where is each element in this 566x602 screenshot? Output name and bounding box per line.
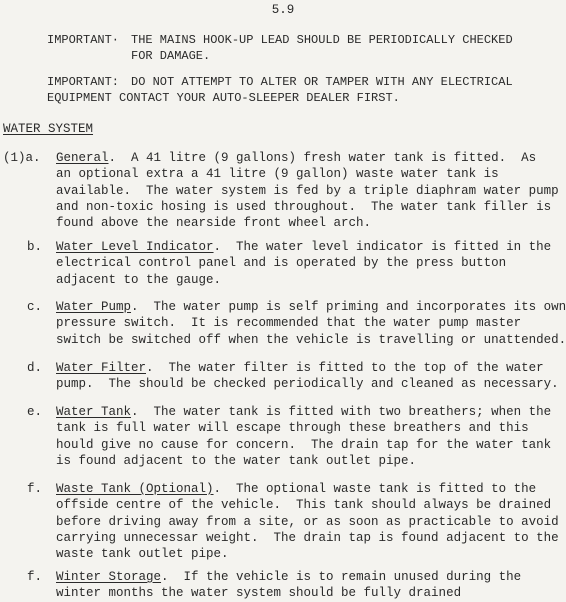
item-heading: Water Tank	[56, 405, 132, 419]
item-first-line-text: . The water tank is fitted with two breathers; when the	[131, 405, 552, 419]
item-first-line	[56, 569, 564, 585]
item-heading: Water Filter	[56, 361, 147, 375]
item-line: hould give no cause for concern. The drain tap for the water tank	[56, 437, 552, 452]
item-body	[56, 299, 564, 348]
item-body	[56, 239, 564, 288]
item-body	[56, 150, 564, 231]
item-body	[56, 404, 564, 469]
item-heading: Water Pump	[56, 300, 132, 314]
important-text-line: DO NOT ATTEMPT TO ALTER OR TAMPER WITH ANY ELECTRICAL	[131, 75, 513, 89]
item-line: before driving away from a site, or as soon as practicable to avoid	[56, 514, 559, 529]
item-first-line-text: . If the vehicle is to remain unused during the	[161, 570, 522, 584]
item-line: electrical control panel and is operated by the press button	[56, 256, 507, 271]
item-heading: Winter Storage	[56, 570, 162, 584]
item-line: offside centre of the vehicle. This tank should always be drained	[56, 498, 552, 513]
item-first-line	[56, 404, 564, 420]
item-line: adjacent to the gauge.	[56, 272, 222, 287]
item-line: waste tank outlet pipe.	[56, 547, 229, 562]
important-text-line: EQUIPMENT CONTACT YOUR AUTO-SLEEPER DEALER FIRST.	[47, 91, 400, 105]
item-body	[56, 360, 564, 393]
item-first-line-text: . A 41 litre (9 gallons) fresh water tank is fitted. As	[108, 151, 537, 165]
item-line: an optional extra a 41 litre (9 gallon) waste water tank is	[56, 167, 499, 182]
item-line: found above the nearside front wheel arch.	[56, 216, 372, 231]
important-label: IMPORTANT:	[47, 75, 120, 89]
important-text-line: FOR DAMAGE.	[131, 49, 211, 63]
item-label: f.	[27, 570, 43, 584]
item-line: winter months the water system should be fully drained	[56, 586, 462, 601]
item-first-line	[56, 360, 564, 376]
important-text-line: THE MAINS HOOK-UP LEAD SHOULD BE PERIODICALLY CHECKED	[131, 33, 513, 47]
item-first-line-text: . The water pump is self priming and incorporates its own	[131, 300, 566, 314]
item-line: pump. The should be checked periodically and cleaned as necessary.	[56, 377, 559, 392]
section-title: WATER SYSTEM	[3, 122, 94, 136]
item-first-line-text: . The water filter is fitted to the top of the water	[146, 361, 544, 375]
item-heading: Waste Tank (Optional)	[56, 482, 214, 496]
item-heading: Water Level Indicator	[56, 240, 214, 254]
item-first-line	[56, 299, 564, 315]
item-line: tank is full water will escape through these breathers and this	[56, 421, 529, 436]
item-label: c.	[27, 300, 43, 314]
item-label: b.	[27, 240, 43, 254]
item-body	[56, 569, 564, 602]
important-label: IMPORTANT·	[47, 33, 120, 47]
item-first-line	[56, 239, 564, 255]
item-label: e.	[27, 405, 43, 419]
item-line: carrying unnecessar weight. The drain tap is found adjacent to the	[56, 530, 559, 545]
item-first-line	[56, 150, 564, 166]
item-line: available. The water system is fed by a triple diaphram water pump	[56, 183, 559, 198]
item-line: and non-toxic hosing is used throughout. The water tank filler is	[56, 199, 552, 214]
item-label: d.	[27, 361, 43, 375]
item-label: (1)a.	[3, 151, 41, 165]
item-line: switch be switched off when the vehicle is travelling or unattended.	[56, 332, 566, 347]
item-heading: General	[56, 151, 109, 165]
item-first-line-text: . The optional waste tank is fitted to the	[213, 482, 537, 496]
item-body	[56, 481, 564, 562]
item-first-line-text: . The water level indicator is fitted in the	[213, 240, 552, 254]
page-number: 5.9	[271, 3, 295, 17]
item-first-line	[56, 481, 564, 497]
item-label: f.	[27, 482, 43, 496]
item-line: pressure switch. It is recommended that the water pump master	[56, 316, 522, 331]
item-line: is found adjacent to the water tank outlet pipe.	[56, 453, 417, 468]
